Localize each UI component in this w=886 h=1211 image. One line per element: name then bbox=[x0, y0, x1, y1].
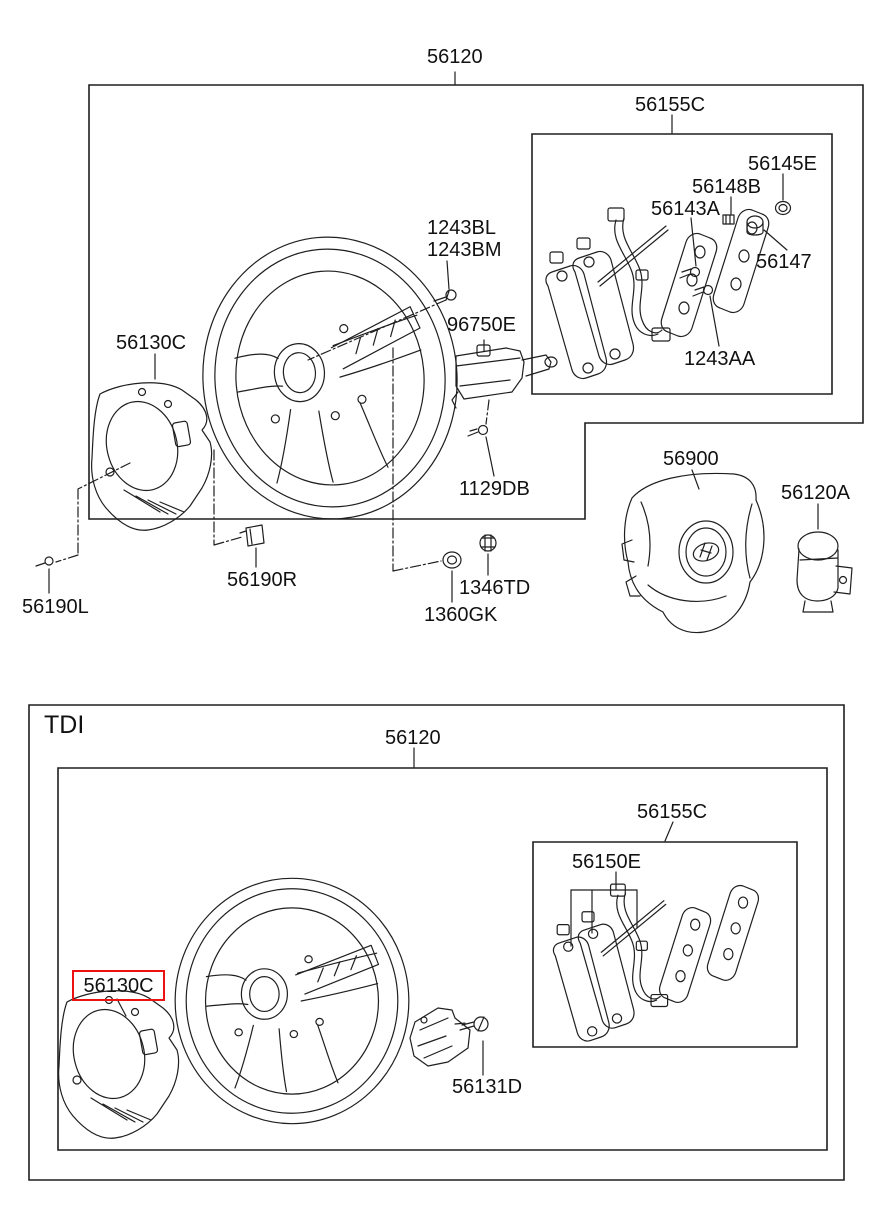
part-label-1243bl: 1243BL bbox=[427, 217, 496, 239]
part-airbag-56900 bbox=[622, 473, 764, 632]
part-switch-56131d bbox=[410, 1008, 488, 1066]
part-label-1129db: 1129DB bbox=[459, 478, 530, 500]
variant-label-tdi: TDI bbox=[44, 711, 85, 739]
part-label-56900: 56900 bbox=[663, 448, 719, 470]
part-screw-56143a bbox=[680, 268, 700, 279]
part-label-56155c-bottom: 56155C bbox=[637, 801, 708, 823]
part-label-96750e: 96750E bbox=[447, 314, 516, 336]
part-label-56131d: 56131D bbox=[452, 1076, 523, 1098]
part-label-56120-bottom: 56120 bbox=[385, 727, 441, 749]
part-shroud-56130c-top bbox=[92, 383, 212, 531]
part-screw-1243bl bbox=[434, 290, 456, 301]
part-label-56120a: 56120A bbox=[781, 482, 850, 504]
part-screw-56190l bbox=[36, 557, 53, 566]
part-switch-96750e bbox=[452, 345, 557, 408]
steering-wheel-top bbox=[191, 226, 469, 529]
part-label-1243bm: 1243BM bbox=[427, 239, 502, 261]
part-label-1360gk: 1360GK bbox=[424, 604, 498, 626]
part-label-56190l: 56190L bbox=[22, 596, 89, 618]
part-label-56130c-bottom: 56130C bbox=[83, 974, 154, 997]
part-label-1346td: 1346TD bbox=[459, 577, 531, 599]
part-label-1243aa: 1243AA bbox=[684, 348, 756, 370]
part-nut-1346td bbox=[480, 535, 496, 551]
part-shroud-56130c-bottom bbox=[59, 991, 179, 1139]
part-cover-56190r bbox=[240, 525, 264, 546]
part-label-56145e: 56145E bbox=[748, 153, 817, 175]
part-label-56148b: 56148B bbox=[692, 176, 761, 198]
part-label-56147: 56147 bbox=[756, 251, 812, 273]
part-bolt-1129db bbox=[468, 426, 488, 437]
part-label-56155c-top: 56155C bbox=[635, 94, 706, 116]
part-clip-56148b bbox=[723, 215, 734, 224]
part-label-56190r: 56190R bbox=[227, 569, 298, 591]
bracket-set-bottom bbox=[553, 884, 758, 1041]
bottom-56120-box bbox=[58, 768, 827, 1150]
part-label-56130c-top: 56130C bbox=[116, 332, 187, 354]
part-label-56150e: 56150E bbox=[572, 851, 641, 873]
part-label-56120-top: 56120 bbox=[427, 46, 483, 68]
bottom-panel bbox=[29, 705, 844, 1180]
hyundai-logo-icon bbox=[691, 540, 721, 564]
tdi-panel-border bbox=[29, 705, 844, 1180]
part-washer-1360gk bbox=[443, 552, 461, 568]
steering-wheel-bottom bbox=[175, 878, 409, 1123]
highlighted-part-label-56130c bbox=[72, 970, 165, 1001]
top-panel-border bbox=[89, 85, 863, 519]
part-knob-56120a bbox=[797, 532, 852, 612]
part-ring-56145e bbox=[776, 202, 791, 215]
part-label-56143a: 56143A bbox=[651, 198, 720, 220]
